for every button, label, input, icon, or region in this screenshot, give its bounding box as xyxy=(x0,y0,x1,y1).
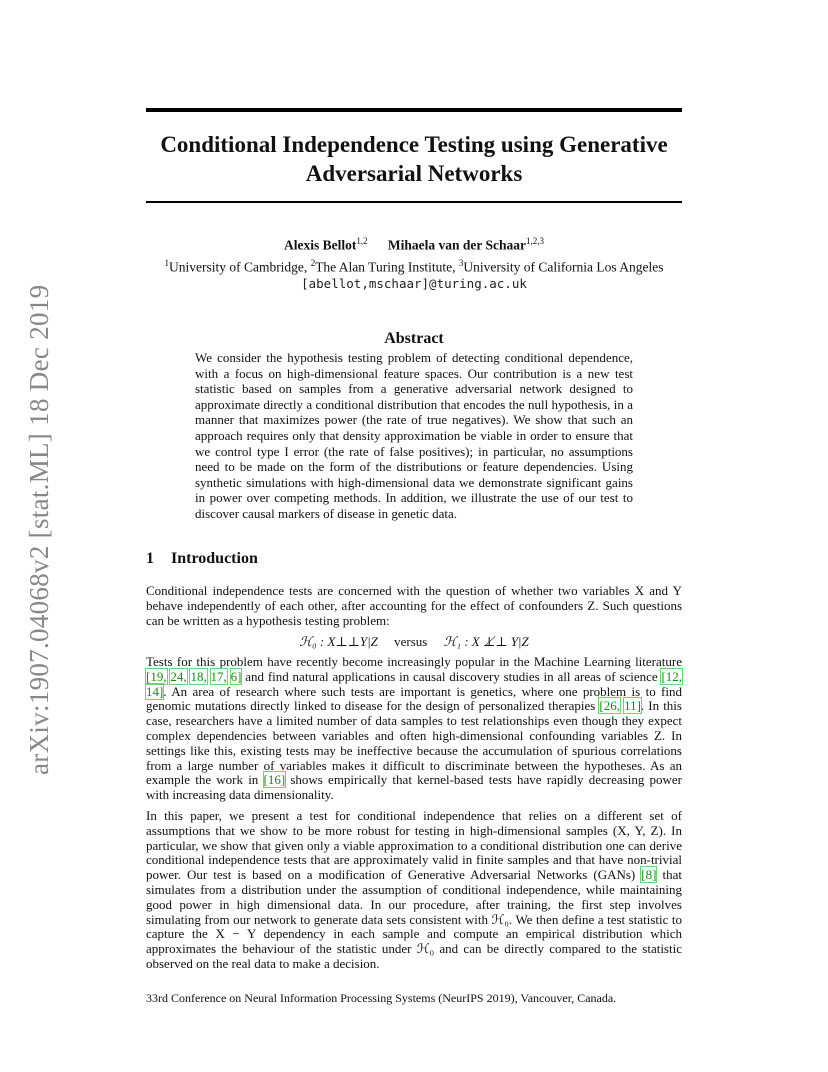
paragraph: Conditional independence tests are concerned with the question of whether two variables X and Y behave independently of each other, after accounting for the effect of confounders Z. Such questions can be written as a hypothesis testing problem: xyxy=(146,583,682,628)
affil-sup: 2 xyxy=(310,258,316,268)
abstract-heading: Abstract xyxy=(384,330,444,347)
author-affil-sup: 1,2 xyxy=(356,236,368,246)
citation-link[interactable]: [12, xyxy=(661,668,683,684)
section-number: 1 xyxy=(146,550,154,567)
citation-link[interactable]: [19, xyxy=(146,668,167,684)
citation-link[interactable]: 18, xyxy=(190,668,207,684)
paragraph xyxy=(146,809,682,972)
author-name: Alexis Bellot xyxy=(284,237,357,253)
citation-link[interactable]: 24, xyxy=(170,668,187,684)
paragraph xyxy=(146,655,682,803)
text-run: . In this case, researchers have a limited number of data samples to test relationships even though they expect complex dependencies between variables and often high-dimensional confounding variables Z. In settings like this, existing tests may be ineffective because the accumulation of spurious correlations from a large number of variables makes it difficult to discriminate between the hypotheses. As an example the work in xyxy=(146,698,682,788)
alt-hypothesis: ℋ₁ : X ⊥̸⊥ Y|Z xyxy=(443,634,529,649)
affil-sup: 1 xyxy=(164,258,169,268)
author-affil-sup: 1,2,3 xyxy=(526,236,544,246)
citation-link[interactable]: [26, xyxy=(599,698,620,714)
section-title: Introduction xyxy=(171,550,258,567)
null-hypothesis: ℋ₀ : X⊥⊥Y|Z xyxy=(299,634,378,649)
abstract-body: We consider the hypothesis testing problem of detecting conditional dependence, with a focus on high-dimensional feature spaces. Our contribution is a new test statistic based on samples from a generative adversarial network designed to approximate directly a conditional distribution that encodes the null hypothesis, in a manner that maximizes power (the rate of true negatives). We show that such an approach requires only that density approximation be viable in order to ensure that we control type I error (the rate of false positives); in particular, no assumptions need to be made on the form of the distributions or feature dependencies. Using synthetic simulations with high-dimensional data we demonstrate significant gains in power over competing methods. In addition, we illustrate the use of our test to discover causal markers of disease in genetic data. xyxy=(195,350,633,521)
title-line-2: Adversarial Networks xyxy=(305,161,523,186)
affil-sup: 3 xyxy=(458,258,464,268)
affiliation: University of Cambridge, xyxy=(168,259,311,275)
citation-link[interactable]: 14] xyxy=(146,683,164,699)
text-run: that simulates from a distribution under the assumption of conditional independence, while maintaining good power in high dimensional data. In our procedure, after training, the first step involves simulating from our network to generate data sets consistent with ℋ₀. We then define a test statistic to capture the X − Y dependency in each sample and compute an empirical distribution which approximates the behaviour of the statistic under ℋ₀ and can be directly compared to the statistic observed on the real data to make a decision. xyxy=(146,867,682,971)
hypothesis-equation xyxy=(146,634,682,650)
top-rule xyxy=(146,108,682,112)
paper-title xyxy=(146,130,682,188)
arxiv-stamp: arXiv:1907.04068v2 [stat.ML] 18 Dec 2019 xyxy=(24,284,54,775)
citation-link[interactable]: 11] xyxy=(624,698,641,714)
equation-versus: versus xyxy=(394,634,428,649)
citation-link[interactable]: 17, xyxy=(210,668,227,684)
citation-link[interactable]: 6] xyxy=(230,668,242,684)
affiliation: The Alan Turing Institute, xyxy=(315,259,459,275)
text-run: . An area of research where such tests are important is genetics, where one problem is to find genomic mutations directly linked to disease for the design of personalized therapies xyxy=(146,683,682,714)
text-run: In this paper, we present a test for conditional independence that relies on a different set of assumptions that we show to be more robust for testing in high-dimensional samples (X, Y, Z). In particular, we show that given only a viable approximation to a conditional distribution one can derive conditional independence tests that are approximately valid in finite samples and that have non-trivial power. Our test is based on a modification of Generative Adversarial Networks (GANs) xyxy=(146,808,682,883)
text-run: shows empirically that kernel-based tests have rapidly decreasing power with increasing data dimensionality. xyxy=(146,772,682,803)
text-run: and find natural applications in causal discovery studies in all areas of science xyxy=(241,668,662,684)
text-run: Tests for this problem have recently become increasingly popular in the Machine Learning literature xyxy=(146,654,682,669)
affiliation: University of California Los Angeles xyxy=(463,259,664,275)
author-email: [abellot,mschaar]@turing.ac.uk xyxy=(301,276,527,291)
section-heading xyxy=(146,550,258,568)
conference-footnote: 33rd Conference on Neural Information Processing Systems (NeurIPS 2019), Vancouver, Canada. xyxy=(146,991,617,1005)
authors xyxy=(146,236,682,254)
author-name: Mihaela van der Schaar xyxy=(387,237,526,253)
citation-link[interactable]: [8] xyxy=(641,867,657,883)
title-line-1: Conditional Independence Testing using Generative xyxy=(160,132,668,157)
affiliations xyxy=(120,258,708,276)
citation-link[interactable]: [16] xyxy=(263,772,286,788)
title-bottom-rule xyxy=(146,201,682,203)
